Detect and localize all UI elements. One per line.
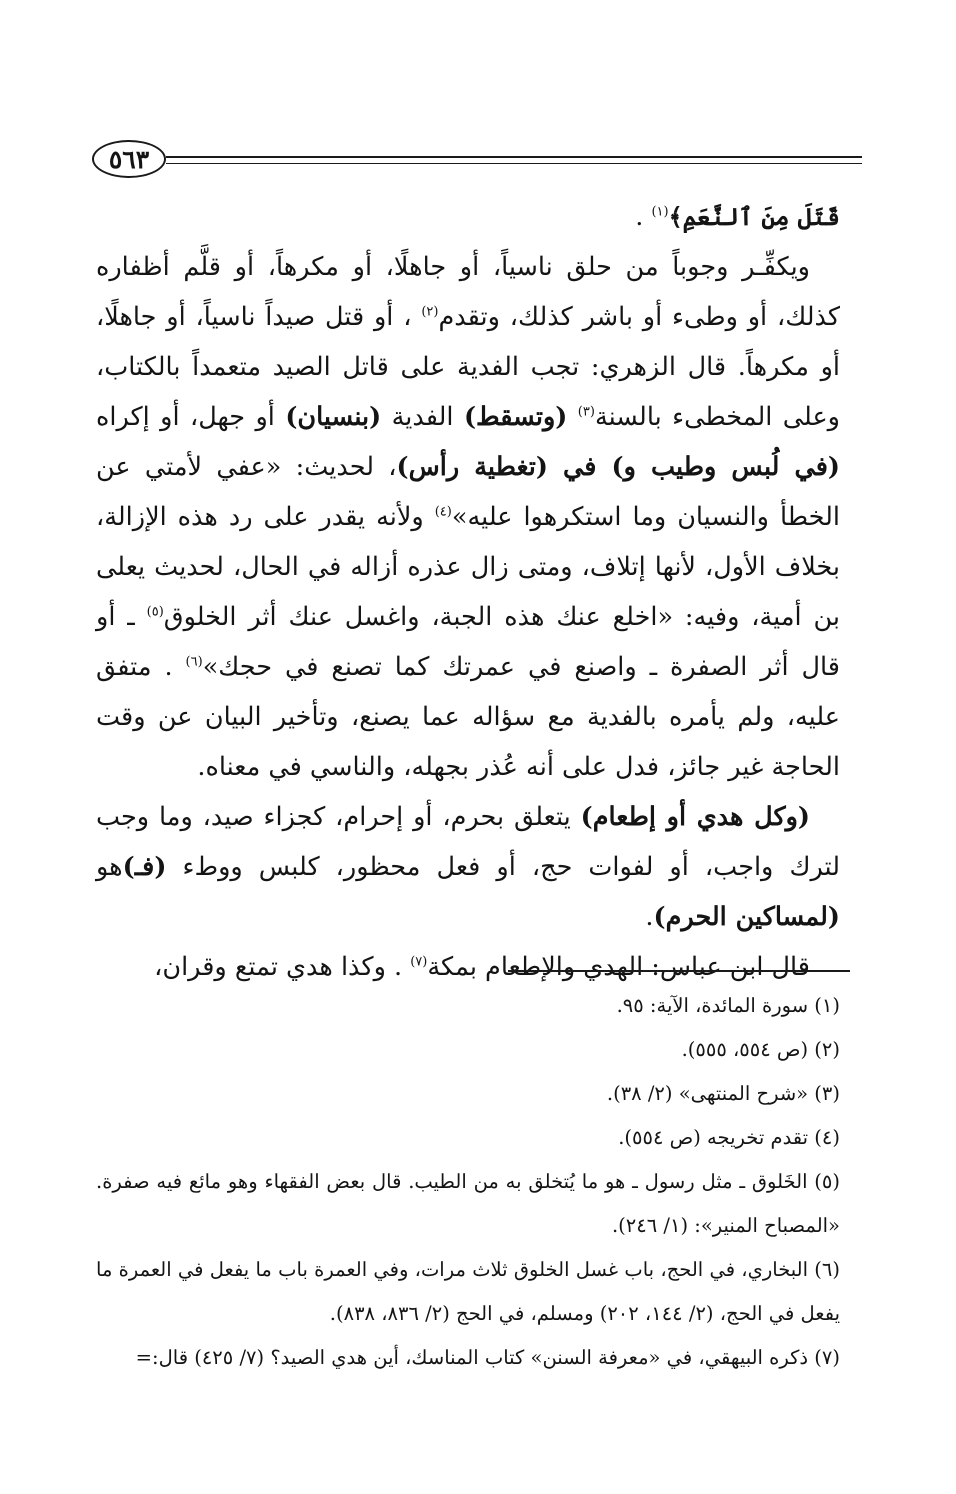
p3-text-b: . وكذا هدي تمتع وقران، <box>154 952 411 982</box>
verse-line <box>96 192 840 242</box>
p1-text-i: . متفق عليه، ولم يأمره بالفدية مع سؤاله عما يصنع، وتأخير البيان عن وقت الحاجة غير جائز، فدل على أنه عُذر بجهله، والناسي في معناه. <box>96 652 840 782</box>
p2-bold-1: (وكل هدي أو إطعام) <box>580 802 811 832</box>
verse-tail: . <box>635 202 652 232</box>
footnote-ref-2: (٢) <box>421 304 439 320</box>
footnote-5: (٥) الخَلوق ـ مثل رسول ـ هو ما يُتخلق به من الطيب. قال بعض الفقهاء وهو مائع فيه صفرة. «المصباح المنير»: (١/ ٢٤٦). <box>96 1170 840 1237</box>
main-text <box>96 192 840 992</box>
page-header <box>92 140 862 184</box>
paragraph-1 <box>96 242 840 792</box>
footnote-4: (٤) تقدم تخريجه (ص ٥٥٤). <box>618 1126 840 1149</box>
p1-text-h: ـ أو قال أثر الصفرة ـ واصنع في عمرتك كما تصنع في حجك» <box>96 602 840 682</box>
page-number: ٥٦٣ <box>92 140 166 178</box>
p1-bold-3: (في لُبس وطيب و) في (تغطية رأس) <box>396 452 840 482</box>
footnote-separator <box>508 970 850 972</box>
footnote-ref-3: (٣) <box>577 404 595 420</box>
footnote-ref-5: (٥) <box>146 604 164 620</box>
p3-text-a: قال ابن عباس: الهدي والإطعام بمكة <box>427 952 810 982</box>
footnote-ref-6: (٦) <box>185 654 203 670</box>
paragraph-2 <box>96 792 840 942</box>
p1-text-g: ولأنه يقدر على رد هذه الإزالة، بخلاف الأول، لأنها إتلاف، ومتى زال عذره أزاله في الحال، لحديث يعلى بن أمية، وفيه: «اخلع عنك هذه الجبة، واغسل عنك أثر الخلوق <box>96 502 840 632</box>
footnote-7: (٧) ذكره البيهقي، في «معرفة السنن» كتاب المناسك، أين هدي الصيد؟ (٧/ ٤٢٥) قال:= <box>135 1346 840 1369</box>
p2-bold-3: (لمساكين الحرم) <box>653 902 840 932</box>
footnote-1: (١) سورة المائدة، الآية: ٩٥. <box>616 994 840 1017</box>
footnote-ref-4: (٤) <box>434 504 452 520</box>
footnote-6: (٦) البخاري، في الحج، باب غسل الخلوق ثلاث مرات، وفي العمرة باب ما يفعل في العمرة ما يفعل في الحج، (٢/ ١٤٤، ٢٠٢) ومسلم، في الحج (٢/ ٨٣٦، ٨٣٨). <box>96 1258 840 1325</box>
footnote-ref-7: (٧) <box>410 954 428 970</box>
p1-text-a: ويكفِّـر وجوباً من حلق ناسياً، أو جاهلًا، أو مكرهاً، أو قلَّم أظفاره كذلك، أو وطىء أو باشر كذلك، وتقدم <box>96 252 840 332</box>
p2-text-b: هو <box>96 852 123 882</box>
p1-text-e: أو جهل، أو إكراه <box>96 402 286 432</box>
header-rule <box>166 154 862 168</box>
p1-text-c <box>567 402 577 432</box>
p2-bold-2: (فـ) <box>122 852 167 882</box>
header-rule-thin <box>166 163 862 164</box>
p2-text-c: . <box>645 902 654 932</box>
footnote-ref-1: (١) <box>651 204 669 220</box>
quran-verse: قَتَلَ مِنَ ٱلنَّعَمِ﴾ <box>668 202 840 231</box>
p2-text-a: يتعلق بحرم، أو إحرام، كجزاء صيد، وما وجب لترك واجب، أو لفوات حج، أو فعل محظور، كلبس ووطء <box>96 802 840 882</box>
p1-text-b: ، أو قتل صيداً ناسياً، أو جاهلًا، أو مكرهاً. قال الزهري: تجب الفدية على قاتل الصيد متعمداً بالكتاب، وعلى المخطىء بالسنة <box>96 302 840 432</box>
header-rule-thick <box>166 156 862 158</box>
p1-text-d: الفدية <box>381 402 464 432</box>
footnote-2: (٢) (ص ٥٥٤، ٥٥٥). <box>681 1038 840 1061</box>
footnotes <box>96 984 840 1380</box>
p1-bold-2: (بنسيان) <box>285 402 382 432</box>
p1-bold-1: (وتسقط) <box>463 402 568 432</box>
p1-text-f: ، لحديث: «عفي لأمتي عن الخطأ والنسيان وما استكرهوا عليه» <box>96 452 840 532</box>
footnote-3: (٣) «شرح المنتهى» (٢/ ٣٨). <box>606 1082 840 1105</box>
